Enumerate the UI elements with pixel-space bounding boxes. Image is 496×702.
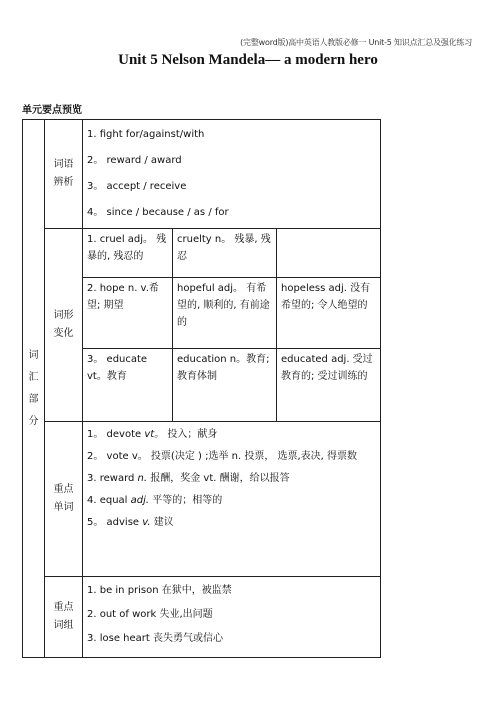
danci-items (83, 422, 381, 577)
vocab-table (22, 119, 381, 658)
cixing-cell: education n。教育; 教育体制 (173, 349, 277, 422)
ciyu-label: 词语辨析 (45, 120, 83, 229)
page-header: (完整word版)高中英语人教版必修一 Unit-5 知识点汇总及强化练习 (240, 38, 472, 47)
cixing-cell: hopeful adj。 有希望的, 顺利的, 有前途的 (173, 278, 277, 349)
cixing-cell: 1. cruel adj。 残暴的, 残忍的 (83, 229, 173, 278)
danci-item: 4. equal adj. 平等的；相等的 (87, 495, 223, 506)
cixing-label: 词形变化 (45, 229, 83, 422)
category-cell: 词汇部分 (23, 120, 45, 658)
cixing-cell: hopeless adj. 没有希望的; 令人绝望的 (277, 278, 381, 349)
cixing-cell (277, 229, 381, 278)
danci-item: 1。 devote vt。 投入；献身 (87, 429, 218, 440)
danci-item: 3. reward n. 报酬，奖金 vt. 酬谢，给以报答 (87, 473, 290, 484)
cixing-cell: 2. hope n. v.希望; 期望 (83, 278, 173, 349)
ciyu-items: 1. fight for/against/with 2。 reward / award 3。 accept / receive 4。 since / because / as / for (83, 120, 381, 229)
cixing-cell: 3。 educate vt。教育 (83, 349, 173, 422)
section-heading: 单元要点预览 (22, 105, 82, 116)
cizu-items: 1. be in prison 在狱中，被监禁 2. out of work 失业,出问题 3. lose heart 丧失勇气或信心 (83, 577, 381, 658)
cixing-cell: cruelty n。 残暴, 残忍 (173, 229, 277, 278)
cixing-cell: educated adj. 受过教育的; 受过训练的 (277, 349, 381, 422)
danci-label: 重点单词 (45, 422, 83, 577)
danci-item: 5。 advise v. 建议 (87, 517, 174, 528)
danci-item: 2。 vote v。 投票(决定 ) ;选举 n. 投票， 选票,表决, 得票数 (87, 451, 358, 462)
cizu-label: 重点词组 (45, 577, 83, 658)
page-title: Unit 5 Nelson Mandela— a modern hero (118, 52, 378, 68)
